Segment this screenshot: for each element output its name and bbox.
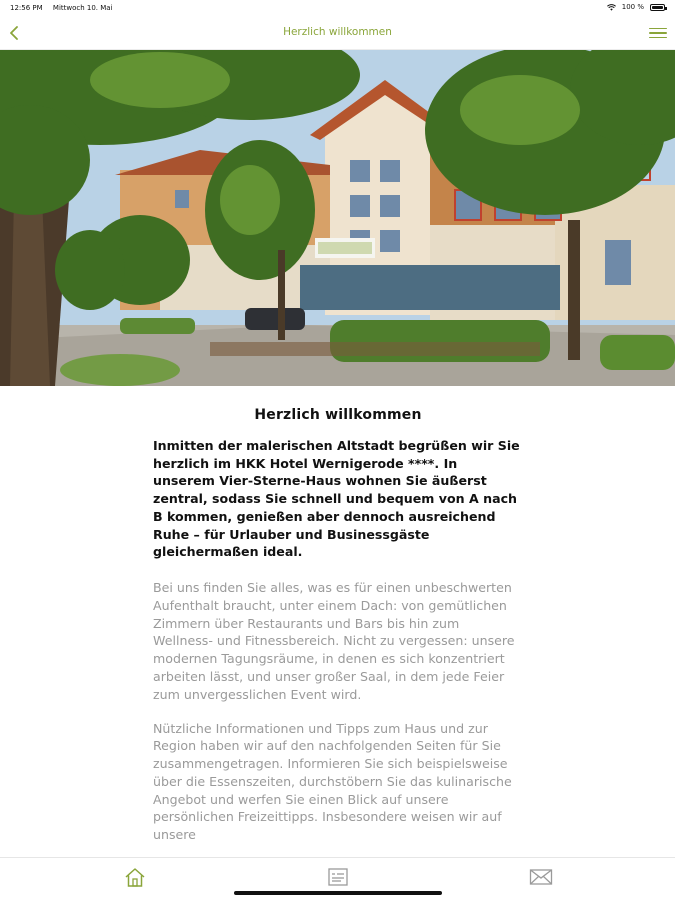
- tab-home[interactable]: [122, 864, 148, 890]
- status-time: 12:56 PM: [10, 4, 43, 12]
- hamburger-line: [649, 32, 667, 34]
- menu-button[interactable]: [649, 24, 667, 42]
- wifi-icon: [607, 4, 616, 11]
- hotel-exterior-photo: [0, 50, 675, 386]
- page-title: Herzlich willkommen: [283, 26, 392, 38]
- tab-document[interactable]: [325, 864, 351, 890]
- status-date: Mittwoch 10. Mai: [52, 4, 113, 12]
- main-content: [153, 407, 523, 860]
- status-right: [607, 3, 665, 11]
- home-indicator[interactable]: [234, 891, 442, 895]
- hamburger-menu-icon: [649, 28, 667, 30]
- navigation-bar: [0, 16, 675, 50]
- mail-icon: [529, 867, 553, 887]
- hero-image: [0, 50, 675, 386]
- content-heading: Herzlich willkommen: [254, 407, 422, 423]
- document-icon: [327, 866, 349, 888]
- hamburger-line: [649, 37, 667, 39]
- battery-percent: 100 %: [621, 3, 644, 11]
- tab-mail[interactable]: [528, 864, 554, 890]
- intro-paragraph: Inmitten der malerischen Altstadt begrüßen wir Sie herzlich im HKK Hotel Wernigerode ****. In unserem Vier-Sterne-Haus wohnen Sie äußerst zentral, sodass Sie schnell und bequem von A nach B kommen, genießen aber dennoch ausreichend Ruhe – für Urlauber und Businessgäste gleichermaßen ideal.: [153, 438, 520, 560]
- status-bar: [0, 0, 675, 16]
- battery-icon: [650, 4, 665, 11]
- body-paragraph-2: Nützliche Informationen und Tipps zum Haus und zur Region haben wir auf den nachfolgenden Seiten für Sie zusammengetragen. Informieren Sie sich beispielsweise über die Essenszeiten, durchstöbern Sie das kulinarische Angebot und werfen Sie einen Blick auf unsere persönlichen Freizeittipps. Insbesondere weisen wir auf unsere: [153, 720, 512, 843]
- home-icon: [124, 866, 146, 888]
- body-paragraph-1: Bei uns finden Sie alles, was es für einen unbeschwerten Aufenthalt braucht, unter einem Dach: von gemütlichen Zimmern über Restaurants und Bars bis hin zum Wellness- und Fitnessbereich. Nicht zu vergessen: unsere modernen Tagungsräume, in denen es sich konzentriert arbeiten lässt, und unser großer Saal, in dem jede Feier zum unvergesslichen Event wird.: [153, 579, 515, 702]
- status-left: [10, 4, 113, 12]
